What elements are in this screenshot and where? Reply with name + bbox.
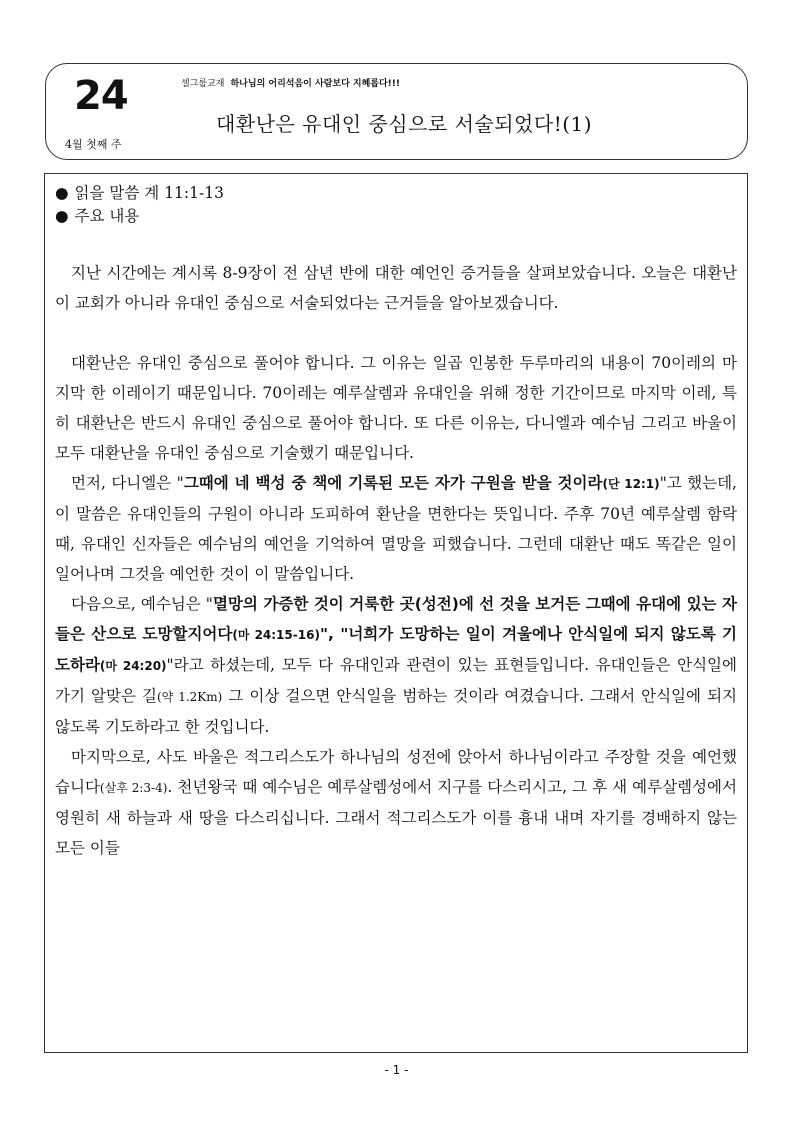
text-span: 다음으로, 예수님은 " (71, 595, 213, 613)
page-number: - 1 - (384, 1063, 409, 1077)
week-label: 4월 첫째 주 (65, 138, 122, 151)
reading-label: 읽을 말씀 (74, 184, 140, 202)
distance-note: (약 1.2Km) (156, 690, 223, 704)
lesson-title: 대환난은 유대인 중심으로 서술되었다!(1) (216, 112, 593, 136)
paragraph-reason: 대환난은 유대인 중심으로 풀어야 합니다. 그 이유는 일곱 인봉한 두루마리의 내용이 70이레의 마지막 한 이레이기 때문입니다. 70이레는 예루살렘과 유대인을 위해 정한 기간이므로 마지막 이레, 특히 대환난은 반드시 유대인 중심으로 풀어야 합니다. 또 다른 이유는, 다니엘과 예수님 그리고 바울이 모두 대환난을 유대인 중심으로 기술했기 때문입니다. (55, 354, 737, 462)
series-prefix: 셀그룹교재 (181, 79, 225, 89)
text-span: "라고 하셨는데, 모두 다 유대인과 관련이 있는 표현들입니다. 유대인들은 안식일에 가기 알맞은 길 (55, 656, 737, 705)
lesson-content (44, 173, 748, 1053)
series-title: 하나님의 어리석음이 사람보다 지혜롭다!!! (230, 79, 400, 89)
bullet-icon: ● (55, 184, 69, 202)
paragraph-jesus (55, 589, 737, 742)
paragraph-daniel (55, 468, 737, 589)
paragraph-paul (55, 742, 737, 863)
lesson-header (45, 63, 748, 160)
scripture-reference: (단 12:1) (602, 477, 660, 491)
scripture-quote: 멸망의 가증한 것이 거룩한 곳(성전)에 선 것을 보거든 그때에 유대에 있는 자들은 산으로 도망할지어다 (55, 595, 738, 643)
summary-line (55, 205, 737, 228)
scripture-quote: 그때에 네 백성 중 책에 기록된 모든 자가 구원을 받을 것이라 (183, 474, 603, 492)
scripture-reference: (살후 2:3-4) (99, 781, 168, 795)
text-span: ", " (319, 625, 349, 643)
reading-reference: 계 11:1-13 (144, 184, 224, 202)
text-span: . 천년왕국 때 예수님은 예루살렘성에서 지구를 다스리시고, 그 후 새 예루살렘성에서 영원히 새 하늘과 새 땅을 다스리십니다. 그래서 적그리스도가 이를 흉내 내며 자기를 경배하지 않는 모든 이들 (55, 778, 737, 857)
bullet-icon: ● (55, 207, 69, 225)
scripture-reference: (마 24:20) (99, 659, 167, 673)
series-label (181, 76, 400, 89)
text-span: "고 했는데, 이 말씀은 유대인들의 구원이 아니라 도피하여 환난을 면한다는 뜻입니다. 주후 70년 예루살렘 함락 때, 유대인 신자들은 예수님의 예언을 기억하여 멸망을 피했습니다. 그런데 대환난 때도 똑같은 일이 일어나며 그것을 예언한 것이 이 말씀입니다. (55, 474, 737, 583)
summary-label: 주요 내용 (74, 207, 140, 225)
text-span: 마지막으로, 사도 바울은 적그리스도가 하나님의 성전에 앉아서 하나님이라고 주장할 것을 예언했습니다 (55, 748, 737, 796)
text-span: 먼저, 다니엘은 " (71, 474, 184, 492)
text-span: 그 이상 걸으면 안식일을 범하는 것이라 여겼습니다. 그래서 안식일에 되지 않도록 기도하라고 한 것입니다. (55, 687, 738, 736)
reading-line (55, 182, 737, 205)
scripture-quote: 너희가 도망하는 일이 겨울에나 안식일에 되지 않도록 기도하라 (55, 625, 738, 674)
lesson-number: 24 (74, 73, 128, 119)
scripture-reference: (마 24:15-16) (232, 628, 320, 642)
paragraph-intro: 지난 시간에는 계시록 8-9장이 전 삼년 반에 대한 예언인 증거들을 살펴보았습니다. 오늘은 대환난이 교회가 아니라 유대인 중심으로 서술되었다는 근거들을 알아보겠습니다. (55, 264, 737, 312)
